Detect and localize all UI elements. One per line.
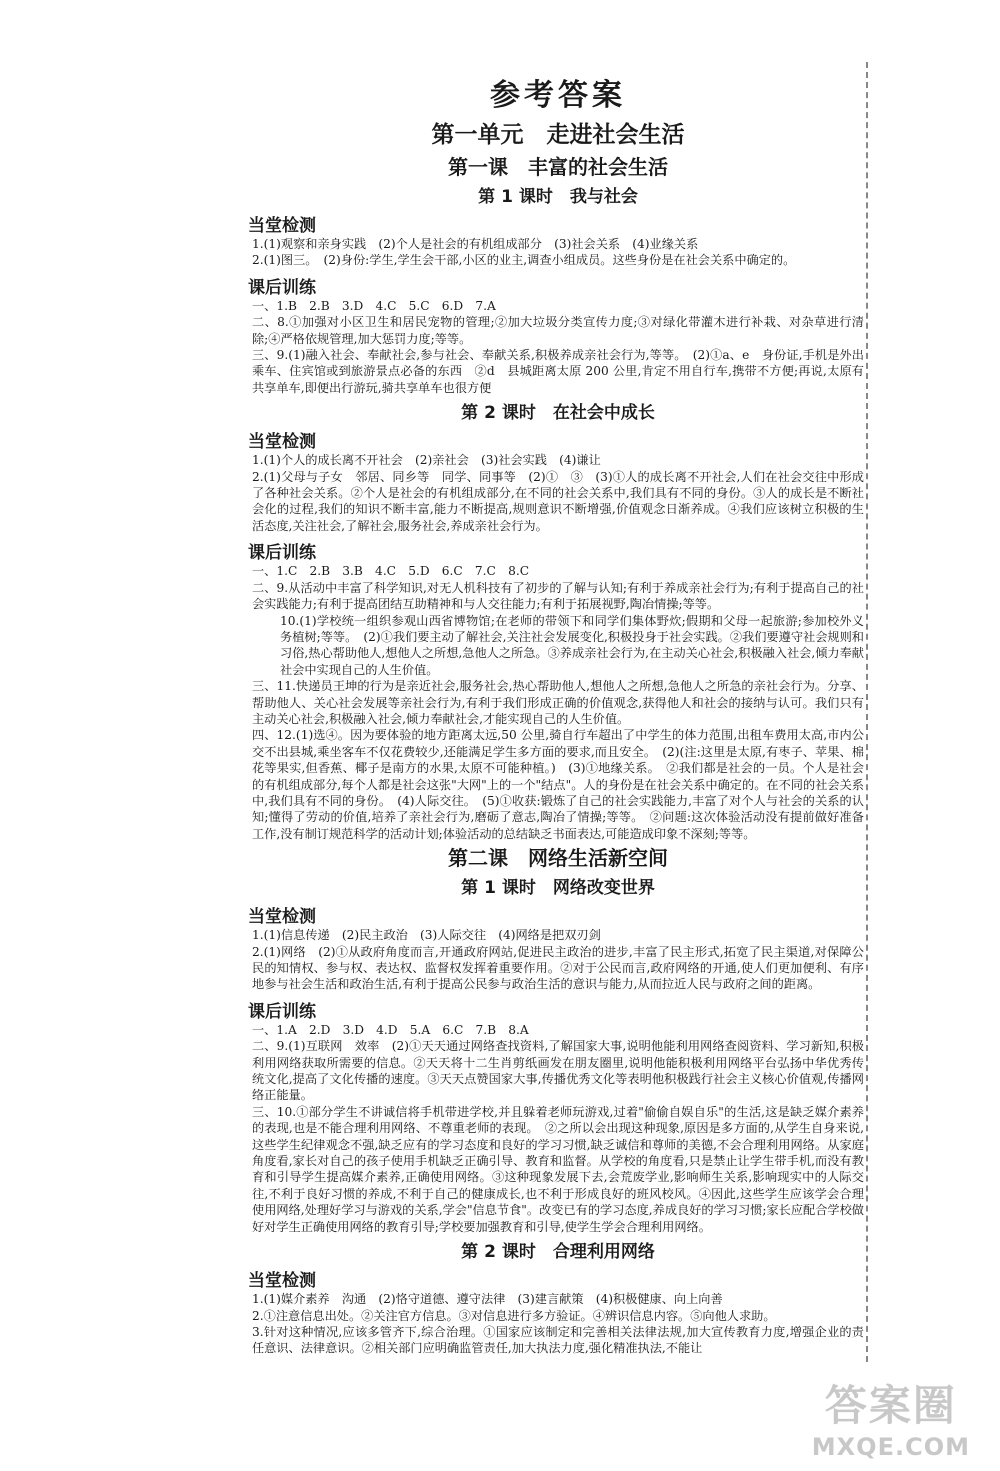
watermark-text: 答案圈	[824, 1381, 957, 1430]
period-title: 第 1 课时 网络改变世界	[461, 878, 655, 899]
answer-item: 一、1.C 2.B 3.B 4.C 5.D 6.C 7.C 8.C	[252, 564, 530, 579]
answer-item: 1.(1)媒介素养 沟通 (2)恪守道德、遵守法律 (3)建言献策 (4)积极健康、向上向善	[252, 1292, 723, 1307]
answer-item: 2.(1)父母与子女 邻居、同乡等 同学、同事等 (2)① ③ (3)①人的成长离不开社会,人们在社会交往中形成了各种社会关系。②个人是社会的有机组成部分,在不同的社会关系中,我们具有不同的身份。③人的成长是不断社会化的过程,我们的知识不断丰富,能力不断提高,规则意识不断增强,价值观念日渐养成。④我们应该树立积极的生活态度,关注社会,了解社会,服务社会,养成亲社会行为。	[252, 469, 864, 533]
period-title: 第 1 课时 我与社会	[478, 187, 638, 207]
section-heading: 当堂检测	[248, 1271, 316, 1292]
period-title: 第 2 课时 在社会中成长	[461, 403, 655, 424]
watermark-logo	[812, 1373, 970, 1461]
answer-item: 一、1.B 2.B 3.D 4.C 5.C 6.D 7.A	[252, 298, 496, 313]
answer-item: 1.(1)观察和亲身实践 (2)个人是社会的有机组成部分 (3)社会关系 (4)业缘关系	[252, 237, 699, 251]
answer-page	[248, 70, 864, 1357]
answer-item: 四、12.(1)选④。因为要体验的地方距离太远,50 公里,骑自行车超出了中学生的体力范围,出租车费用太高,市内公交不出县城,乘坐客车不仅花费较少,还能满足学生多方面的要求,而且安全。 (2)(注:这里是太原,有枣子、苹果、棉花等果实,但香蕉、椰子是南方的水果,太原不可能种植。) (3)①地缘关系。 ②我们都是社会的一员。个人是社会的有机组成部分,每个人都是社会这张"大网"上的一个"结点"。人的身份是在社会关系中确定的。在不同的社会关系中,我们具有不同的身份。 (4)人际交往。 (5)①收获:锻炼了自己的社会实践能力,丰富了对个人与社会的关系的认知;懂得了劳动的价值,培养了亲社会行为,磨砺了意志,陶冶了情操;等等。 ②问题:这次体验活动没有提前做好准备工作,没有制订规范科学的活动计划;体验活动的总结缺乏书面表达,可能造成印象不深刻;等等。	[252, 728, 864, 841]
answer-item: 三、9.(1)融入社会、奉献社会,参与社会、奉献关系,积极养成亲社会行为,等等。 (2)①a、e 身份证,手机是外出乘车、住宾馆或到旅游景点必备的东西 ②d 县城距离太原 200 公里,肯定不用自行车,携带不方便;再说,太原有共享单车,即便出行游玩,骑共享单车也很方便	[252, 348, 864, 395]
answer-item: 2.(1)图三。 (2)身份:学生,学生会干部,小区的业主,调查小组成员。这些身份是在社会关系中确定的。	[252, 253, 796, 268]
answer-item: 三、11.快递员王坤的行为是亲近社会,服务社会,热心帮助他人,想他人之所想,急他人之所急的亲社会行为。分享、帮助他人、关心社会发展等亲社会行为,有利于我们形成正确的价值观念,获得他人和社会的接纳与认可。我们只有主动关心社会,积极融入社会,倾力奉献社会,才能实现自己的人生价值。	[252, 679, 864, 726]
section-heading: 课后训练	[248, 277, 316, 298]
lesson-title: 第二课 网络生活新空间	[448, 846, 668, 871]
answer-item: 三、10.①部分学生不讲诚信将手机带进学校,并且躲着老师玩游戏,过着"偷偷自娱自乐"的生活,这是缺乏媒介素养的表现,也是不能合理利用网络、不尊重老师的表现。 ②之所以会出现这种现象,原因是多方面的,从学生自身来说,这些学生纪律观念不强,缺乏应有的学习态度和良好的学习习惯,缺乏诚信和尊师的美德,不会合理利用网络。从家庭角度看,家长对自己的孩子使用手机缺乏正确引导、教育和监督。从学校的角度看,只是禁止让学生带手机,而没有教育和引导学生提高媒介素养,正确使用网络。③这种现象发展下去,会荒废学业,影响师生关系,影响现实中的人际交往,不利于良好习惯的养成,不利于自己的健康成长,也不利于形成良好的班风校风。④因此,这些学生应该学会合理使用网络,处理好学习与游戏的关系,学会"信息节食"。改变已有的学习态度,养成良好的学习习惯;家长应配合学校做好对学生正确使用网络的教育引导;学校要加强教育和引导,使学生学会合理利用网络。	[252, 1104, 864, 1234]
answer-item: 二、9.从活动中丰富了科学知识,对无人机科技有了初步的了解与认知;有利于养成亲社会行为;有利于提高自己的社会实践能力;有利于提高团结互助精神和与人交往能力;有利于拓展视野,陶冶情操;等等。	[252, 580, 864, 612]
answer-item: 二、8.①加强对小区卫生和居民宠物的管理;②加大垃圾分类宣传力度;③对绿化带灌木进行补栽、对杂草进行清除;④严格依规管理,加大惩罚力度;等等。	[252, 315, 864, 346]
answer-item: 2.①注意信息出处。②关注官方信息。③对信息进行多方验证。④辨识信息内容。⑤向他人求助。	[252, 1308, 776, 1323]
lesson-title: 第一课 丰富的社会生活	[448, 155, 668, 179]
answer-item: 10.(1)学校统一组织参观山西省博物馆;在老师的带领下和同学们集体野炊;假期和父母一起旅游;参加校外义务植树;等等。 (2)①我们要主动了解社会,关注社会发展变化,积极投身于社会实践。②我们要遵守社会规则和习俗,热心帮助他人,想他人之所想,急他人之所急。③养成亲社会行为,在主动关心社会,积极融入社会,倾力奉献社会中实现自己的人生价值。	[280, 613, 864, 677]
answer-item: 一、1.A 2.D 3.D 4.D 5.A 6.C 7.B 8.A	[252, 1022, 529, 1037]
period-title: 第 2 课时 合理利用网络	[461, 1242, 655, 1263]
section-heading: 当堂检测	[248, 432, 316, 453]
section-heading: 当堂检测	[248, 216, 316, 236]
section-heading: 课后训练	[248, 543, 316, 564]
answer-item: 2.(1)网络 (2)①从政府角度而言,开通政府网站,促进民主政治的进步,丰富了民主形式,拓宽了民主渠道,对保障公民的知情权、参与权、表达权、监督权发挥着重要作用。②对于公民而言,政府网络的开通,使人们更加便利、有序地参与社会生活和政治生活,有利于提高公民参与政治生活的意识与能力,从而拉近人民与政府之间的距离。	[252, 944, 864, 992]
answer-item: 1.(1)个人的成长离不开社会 (2)亲社会 (3)社会实践 (4)谦让	[252, 453, 601, 468]
answer-item: 3.针对这种情况,应该多管齐下,综合治理。①国家应该制定和完善相关法律法规,加大宣传教育力度,增强企业的责任意识、法律意识。②相关部门应明确监管责任,加大执法力度,强化精准执法,不能让	[252, 1324, 864, 1356]
watermark-url: MXQE.COM	[811, 1433, 970, 1461]
answer-item: 1.(1)信息传递 (2)民主政治 (3)人际交往 (4)网络是把双刃剑	[252, 928, 601, 943]
page-fold-rule	[866, 62, 870, 1362]
section-heading: 课后训练	[248, 1001, 316, 1022]
unit-title: 第一单元 走进社会生活	[431, 122, 685, 148]
page-title: 参考答案	[490, 78, 626, 113]
answer-item: 二、9.(1)互联网 效率 (2)①天天通过网络查找资料,了解国家大事,说明他能利用网络查阅资料、学习新知,积极利用网络获取所需要的信息。②天天将十二生肖剪纸画发在朋友圈里,说明他能积极利用网络平台弘扬中华优秀传统文化,提高了文化传播的速度。③天天点赞国家大事,传播优秀文化等表明他积极践行社会主义核心价值观,传播网络正能量。	[252, 1039, 864, 1103]
section-heading: 当堂检测	[248, 907, 316, 928]
